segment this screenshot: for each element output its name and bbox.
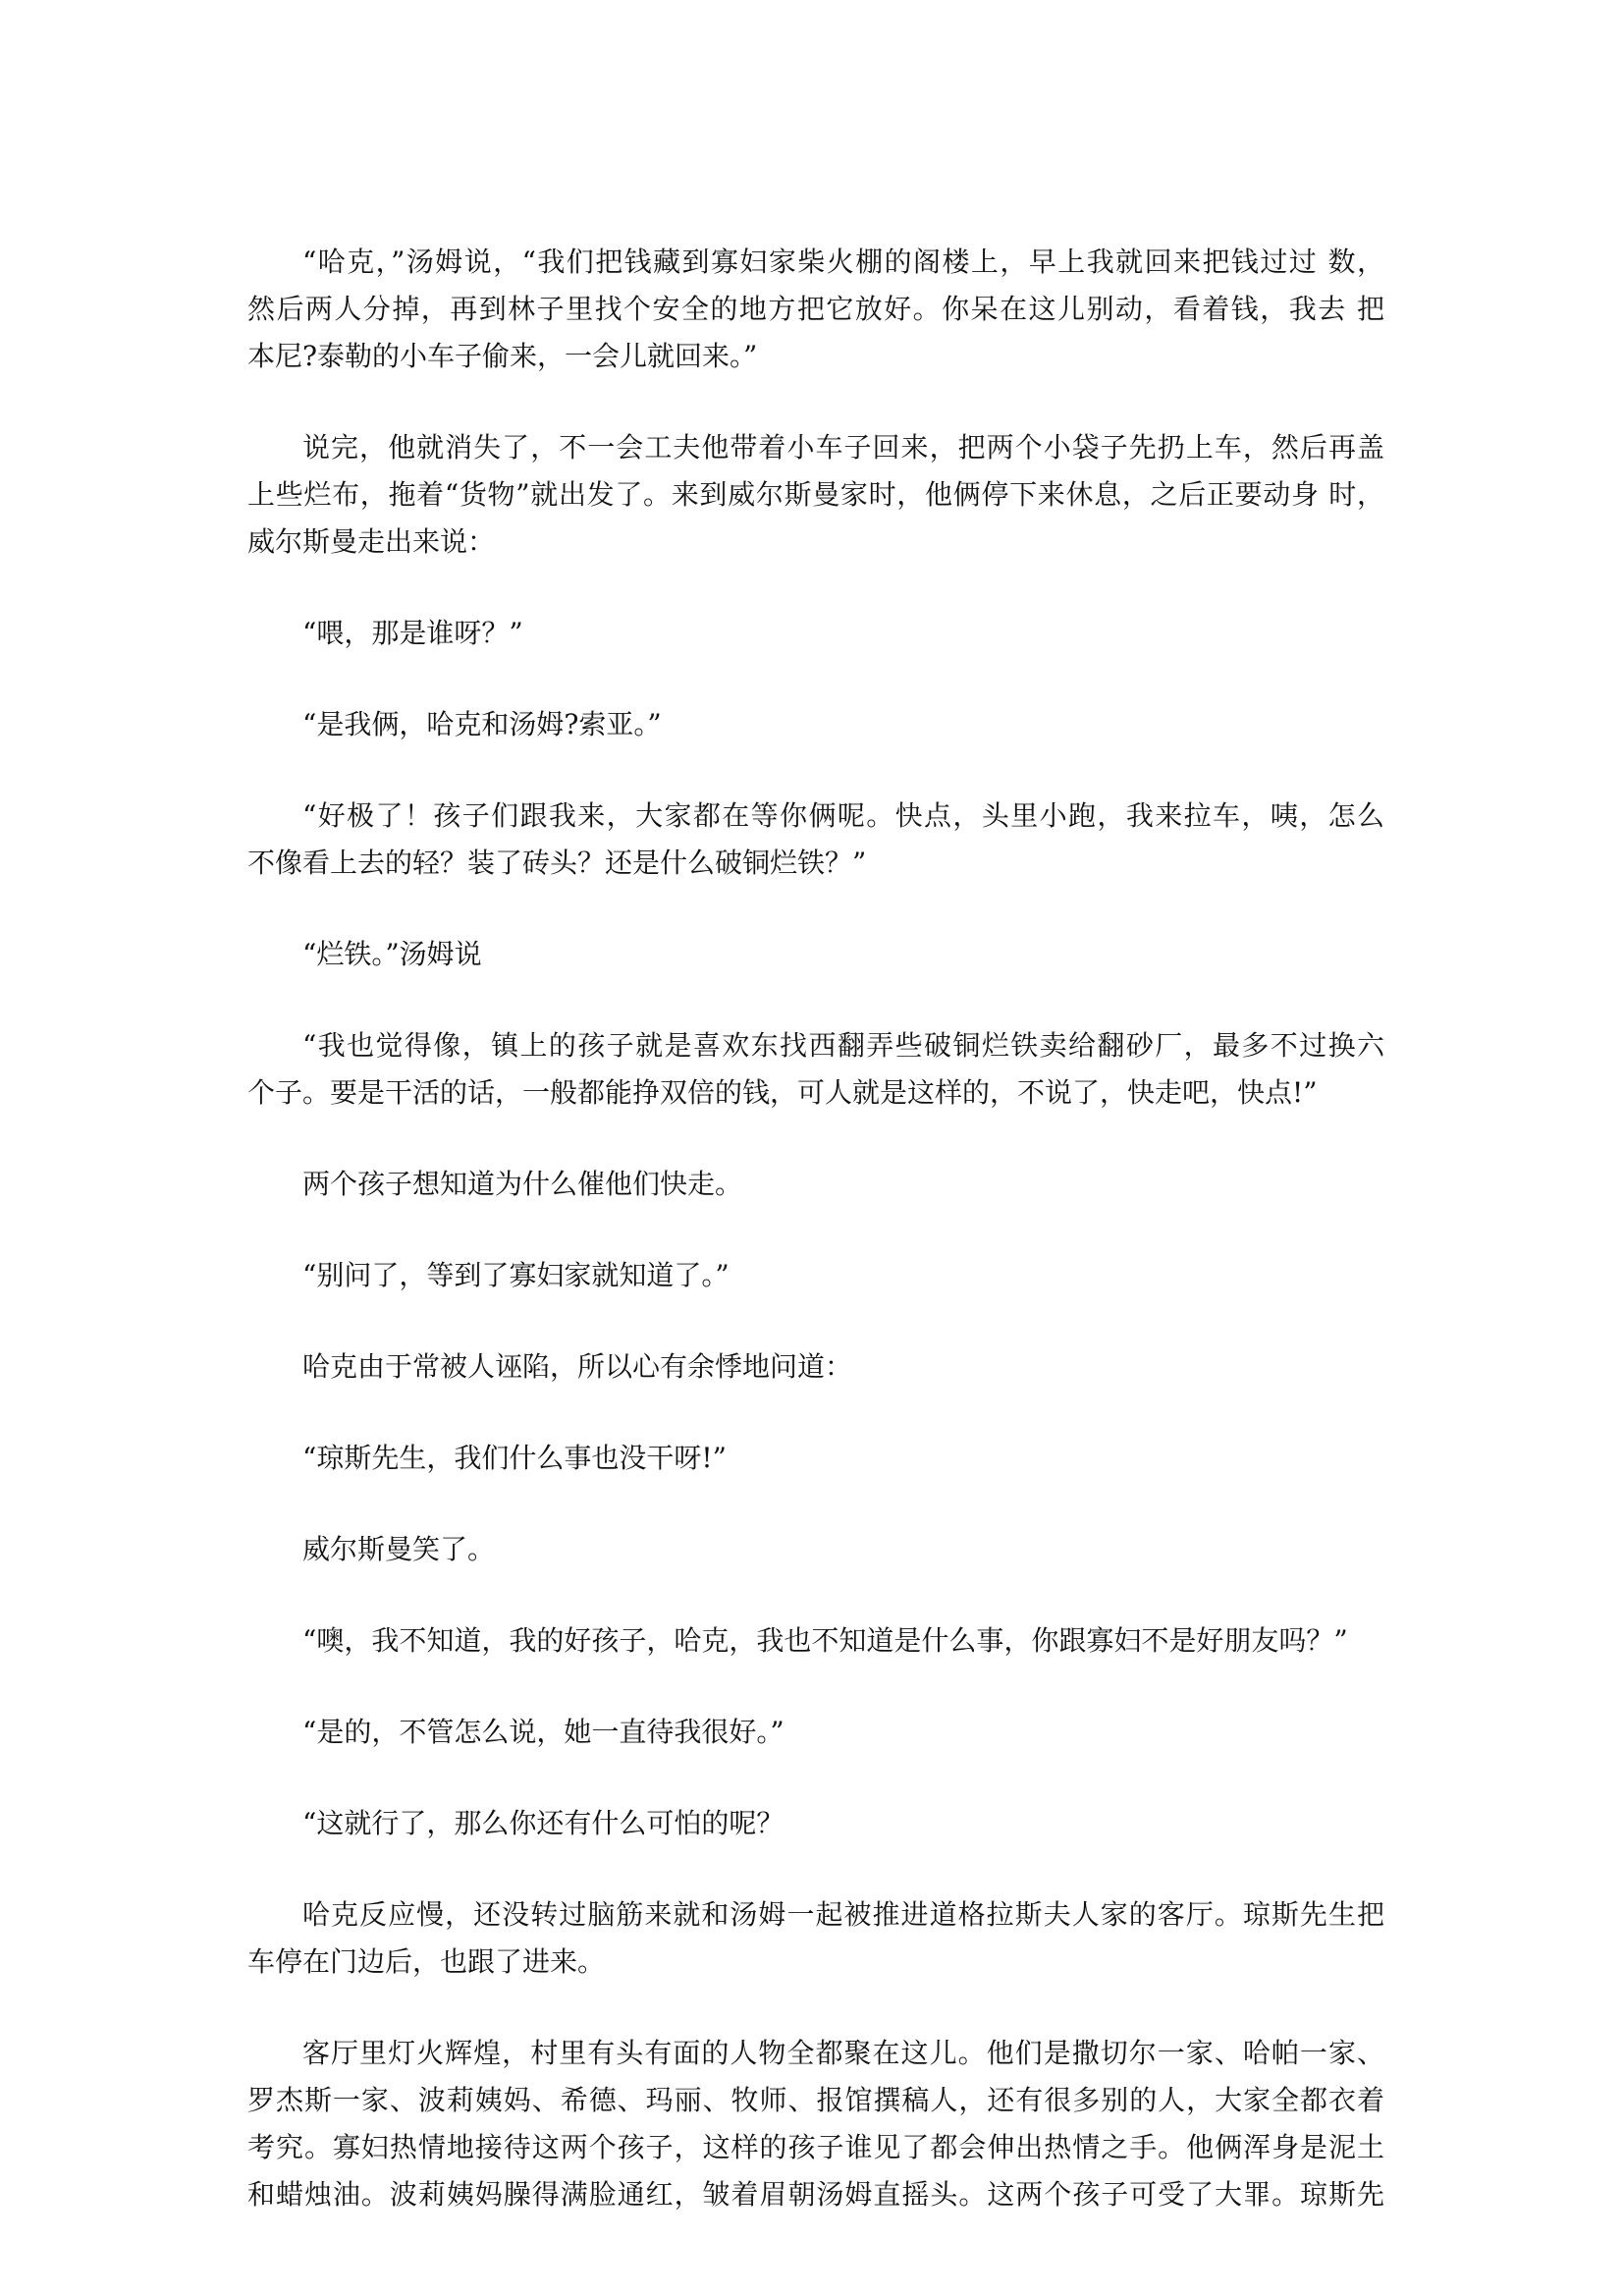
paragraph-9 [247,1252,1384,1299]
paragraph-8 [247,1161,1384,1208]
paragraph-15 [247,1800,1384,1847]
paragraph-line: 个子。要是干活的话，一般都能挣双倍的钱，可人就是这样的，不说了，快走吧，快点!” [247,1076,1318,1109]
paragraph-line: “是的，不管怎么说，她一直待我很好。” [302,1716,784,1748]
paragraph-2 [247,424,1384,566]
paragraph-line: “是我俩，哈克和汤姆?索亚。” [302,708,662,740]
paragraph-16 [247,1891,1384,1986]
paragraph-line: 罗杰斯一家、波莉姨妈、希德、玛丽、牧师、报馆撰稿人，还有很多别的人，大家全都衣着 [247,2084,1384,2116]
paragraph-line: “噢，我不知道，我的好孩子，哈克，我也不知道是什么事，你跟寡妇不是好朋友吗？” [302,1624,1348,1657]
paragraph-11 [247,1435,1384,1482]
paragraph-4 [247,701,1384,748]
paragraph-line: “烂铁。”汤姆说 [302,938,482,970]
paragraph-line: 说完，他就消失了，不一会工夫他带着小车子回来，把两个小袋子先扔上车，然后再盖 [302,431,1384,464]
body-text [247,239,1384,2263]
paragraph-line: 威尔斯曼走出来说： [247,525,496,558]
paragraph-line: 上些烂布，拖着“货物”就出发了。来到威尔斯曼家时，他俩停下来休息，之后正要动身 时， [247,478,1384,511]
paragraph-7 [247,1022,1384,1117]
paragraph-12 [247,1526,1384,1573]
paragraph-line: 然后两人分掉，再到林子里找个安全的地方把它放好。你呆在这儿别动，看着钱，我去 把 [247,293,1384,325]
paragraph-line: 两个孩子想知道为什么催他们快走。 [302,1168,743,1200]
paragraph-line: 车停在门边后，也跟了进来。 [247,1945,606,1978]
paragraph-1 [247,239,1384,380]
paragraph-line: “哈克，”汤姆说，“我们把钱藏到寡妇家柴火棚的阁楼上，早上我就回来把钱过过 数， [302,246,1384,278]
paragraph-line: 哈克反应慢，还没转过脑筋来就和汤姆一起被推进道格拉斯夫人家的客厅。琼斯先生把 [302,1898,1384,1931]
paragraph-10 [247,1343,1384,1391]
paragraph-line: 哈克由于常被人诬陷，所以心有余悸地问道： [302,1350,853,1383]
paragraph-line: “琼斯先生，我们什么事也没干呀!” [302,1442,727,1474]
paragraph-line: “好极了！孩子们跟我来，大家都在等你俩呢。快点，头里小跑，我来拉车，咦，怎么 [302,799,1384,832]
paragraph-3 [247,610,1384,657]
paragraph-line: 考究。寡妇热情地接待这两个孩子，这样的孩子谁见了都会伸出热情之手。他俩浑身是泥土 [247,2131,1384,2163]
paragraph-line: 不像看上去的轻？装了砖头？还是什么破铜烂铁？” [247,847,867,879]
paragraph-13 [247,1617,1384,1665]
paragraph-line: 威尔斯曼笑了。 [302,1533,496,1565]
paragraph-line: “别问了，等到了寡妇家就知道了。” [302,1259,730,1291]
paragraph-line: “喂，那是谁呀？” [302,617,523,649]
paragraph-line: 本尼?泰勒的小车子偷来，一会儿就回来。” [247,340,758,372]
paragraph-5 [247,793,1384,887]
paragraph-line: “这就行了，那么你还有什么可怕的呢？ [302,1807,784,1839]
paragraph-line: “我也觉得像，镇上的孩子就是喜欢东找西翻弄些破铜烂铁卖给翻砂厂，最多不过换六 [302,1029,1384,1062]
paragraph-17 [247,2030,1384,2218]
paragraph-6 [247,931,1384,978]
paragraph-line: 和蜡烛油。波莉姨妈臊得满脸通红，皱着眉朝汤姆直摇头。这两个孩子可受了大罪。琼斯先 [247,2178,1384,2211]
paragraph-line: 客厅里灯火辉煌，村里有头有面的人物全都聚在这儿。他们是撒切尔一家、哈帕一家、 [302,2037,1384,2069]
paragraph-14 [247,1709,1384,1756]
